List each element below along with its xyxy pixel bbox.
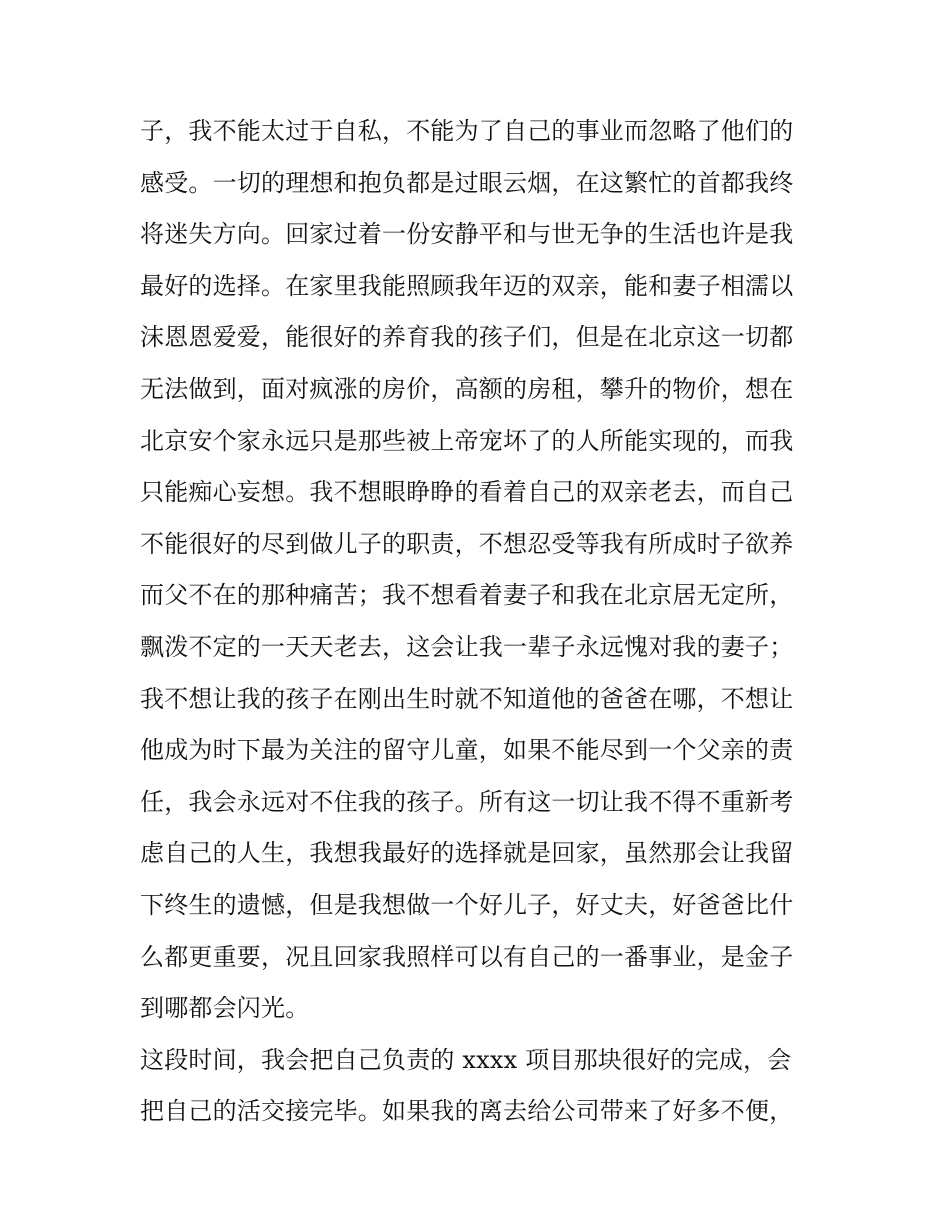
text-line: 不能很好的尽到做儿子的职责，不想忍受等我有所成时子欲养 [140,529,794,558]
text-line: 这段时间，我会把自己负责的 xxxx 项目那块很好的完成，会 [140,1045,792,1074]
text-line: 么都更重要，况且回家我照样可以有自己的一番事业，是金子 [140,942,794,971]
text-line: 子，我不能太过于自私，不能为了自己的事业而忽略了他们的 [140,117,794,145]
text-line: 下终生的遗憾，但是我想做一个好儿子，好丈夫，好爸爸比什 [140,890,794,919]
text-line: 沫恩恩爱爱，能很好的养育我的孩子们，但是在北京这一切都 [140,323,794,352]
text-line: 我不想让我的孩子在刚出生时就不知道他的爸爸在哪，不想让 [140,684,794,713]
text-line: 虑自己的人生，我想我最好的选择就是回家，虽然那会让我留 [140,839,794,868]
text-line: 把自己的活交接完毕。如果我的离去给公司带来了好多不便， [140,1097,794,1126]
text-line: 飘泼不定的一天天老去，这会让我一辈子永远愧对我的妻子； [140,632,794,661]
body-text [140,106,820,1138]
text-line: 将迷失方向。回家过着一份安静平和与世无争的生活也许是我 [140,220,794,249]
text-line: 他成为时下最为关注的留守儿童，如果不能尽到一个父亲的责 [140,736,794,765]
text-line: 而父不在的那种痛苦；我不想看着妻子和我在北京居无定所， [140,581,794,610]
text-line: 感受。一切的理想和抱负都是过眼云烟，在这繁忙的首都我终 [140,168,794,197]
text-line: 任，我会永远对不住我的孩子。所有这一切让我不得不重新考 [140,787,794,816]
text-line: 北京安个家永远只是那些被上帝宠坏了的人所能实现的，而我 [140,426,794,455]
text-line: 只能痴心妄想。我不想眼睁睁的看着自己的双亲老去，而自己 [140,478,794,507]
text-line: 无法做到，面对疯涨的房价，高额的房租，攀升的物价，想在 [140,374,794,403]
text-line: 最好的选择。在家里我能照顾我年迈的双亲，能和妻子相濡以 [140,271,794,300]
text-line: 到哪都会闪光。 [140,994,310,1023]
